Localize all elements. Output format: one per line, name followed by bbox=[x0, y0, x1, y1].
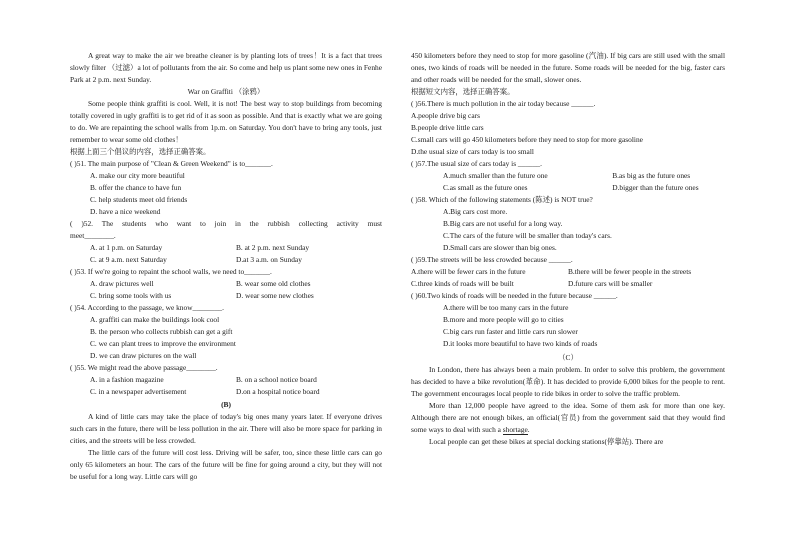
question-60: ( )60.Two kinds of roads will be needed in the future because ______. bbox=[411, 291, 618, 300]
section-b-heading: (B) bbox=[221, 400, 231, 409]
passage-b-paragraph-2: The little cars of the future will cost less. Driving will be safer, too, since these little cars can go only 65 kilometers an hour. The cars of the future will be fine for going around a city, but they will not be useful for a long way. Little cars will go bbox=[70, 448, 382, 481]
q54-option-c: C. we can plant trees to improve the environment bbox=[90, 339, 236, 348]
question-56: ( )56.There is much pollution in the air today because ______. bbox=[411, 99, 596, 108]
q57-options-row-2 bbox=[411, 182, 725, 194]
passage-a-subtitle: War on Graffiti （涂鸦） bbox=[187, 87, 265, 96]
underlined-word-shortage: shortage bbox=[502, 425, 528, 434]
q54-option-a: A. graffiti can make the buildings look cool bbox=[90, 315, 220, 324]
q56-option-c: C.small cars will go 450 kilometers before they need to stop for more gasoline bbox=[411, 135, 643, 144]
passage-a-paragraph-2: Some people think graffiti is cool. Well, it is not! The best way to stop buildings from becoming totally covered in ugly graffiti is to get rid of it as soon as possible. And that is exactly what we are going to do. We are repainting the school walls from 1p.m. on Saturday. You don't have to bring any tools, just remember to wear some old clothes！ bbox=[70, 99, 382, 144]
q53-options-row-2 bbox=[70, 290, 382, 302]
q57-option-a: A.much smaller than the future one bbox=[443, 171, 548, 180]
passage-b-paragraph-3: 450 kilometers before they need to stop for more gasoline (汽油). If big cars are still used with the small ones, two kinds of roads will be needed in the future. Some roads will be needed for the big, faster cars and other roads will be needed for the small, slower ones. bbox=[411, 51, 725, 84]
q59-option-b: B.there will be fewer people in the streets bbox=[568, 267, 692, 276]
passage-c-paragraph-2-end: . bbox=[527, 425, 530, 434]
passage-c-paragraph-1: In London, there has always been a main problem. In order to solve this problem, the government has decided to have a bike revolution(革命). It has decided to provide 6,000 bikes for the people to rent. The government encourages local people to ride bikes in order to solve the traffic problem. bbox=[411, 365, 725, 398]
q52-options-row-2 bbox=[70, 254, 382, 266]
q55-options-row-2 bbox=[70, 386, 382, 398]
question-52: ( )52. The students who want to join in the rubbish collecting activity must bbox=[70, 219, 382, 228]
q60-option-d: D.it looks more beautiful to have two kinds of roads bbox=[443, 339, 598, 348]
q59-option-c: C.three kinds of roads will be built bbox=[411, 279, 514, 288]
q59-option-a: A.there will be fewer cars in the future bbox=[411, 267, 526, 276]
q57-options-row-1 bbox=[411, 170, 725, 182]
question-57: ( )57.The usual size of cars today is ______. bbox=[411, 159, 542, 168]
q53-option-d: D. wear some new clothes bbox=[236, 291, 314, 300]
q57-option-d: D.bigger than the future ones bbox=[612, 183, 699, 192]
q57-option-c: C.as small as the future ones bbox=[443, 183, 528, 192]
q51-option-a: A. make our city more beautiful bbox=[90, 171, 185, 180]
q59-options-row-1 bbox=[411, 266, 725, 278]
q54-option-b: B. the person who collects rubbish can get a gift bbox=[90, 327, 233, 336]
passage-c-paragraph-2-text: More than 12,000 people have agreed to the idea. Some of them ask for more than one key. Although there are not enough bikes, an official(官员) from the government said that they would find some ways to deal with such a bbox=[411, 401, 725, 434]
q58-option-a: A.Big cars cost more. bbox=[443, 207, 508, 216]
q57-option-b: B.as big as the future ones bbox=[612, 171, 691, 180]
q51-option-c: C. help students meet old friends bbox=[90, 195, 188, 204]
q52-option-d: D.at 3 a.m. on Sunday bbox=[236, 255, 302, 264]
q60-option-c: C.big cars run faster and little cars run slower bbox=[443, 327, 578, 336]
q60-option-a: A.there will be too many cars in the future bbox=[443, 303, 569, 312]
q52-option-b: B. at 2 p.m. next Sunday bbox=[236, 243, 310, 252]
q51-option-b: B. offer the chance to have fun bbox=[90, 183, 182, 192]
q55-option-d: D.on a hospital notice board bbox=[236, 387, 320, 396]
q53-option-a: A. draw pictures well bbox=[90, 279, 154, 288]
question-52-continued: meet________. bbox=[70, 231, 116, 240]
passage-a-paragraph-1: A great way to make the air we breathe cleaner is by planting lots of trees！It is a fact that trees slowly filter （过滤）a lot of pollutants from the air. So come and help us plant some new ones in Fenhe Park at 2 p.m. next Sunday. bbox=[70, 51, 382, 84]
q54-option-d: D. we can draw pictures on the wall bbox=[90, 351, 197, 360]
q60-option-b: B.more and more people will go to cities bbox=[443, 315, 564, 324]
right-column bbox=[411, 50, 725, 448]
q59-option-d: D.future cars will be smaller bbox=[568, 279, 653, 288]
q52-option-c: C. at 9 a.m. next Saturday bbox=[90, 255, 167, 264]
q55-option-a: A. in a fashion magazine bbox=[90, 375, 164, 384]
question-53: ( )53. If we're going to repaint the school walls, we need to_______. bbox=[70, 267, 272, 276]
q58-option-c: C.The cars of the future will be smaller than today's cars. bbox=[443, 231, 612, 240]
q56-option-a: A.people drive big cars bbox=[411, 111, 480, 120]
q58-option-b: B.Big cars are not useful for a long way. bbox=[443, 219, 563, 228]
question-instruction: 根据上面三个倡议的内容，选择正确答案。 bbox=[70, 147, 211, 156]
question-59: ( )59.The streets will be less crowded because ______. bbox=[411, 255, 573, 264]
q58-option-d: D.Small cars are slower than big ones. bbox=[443, 243, 557, 252]
q55-option-c: C. in a newspaper advertisement bbox=[90, 387, 187, 396]
q53-options-row-1 bbox=[70, 278, 382, 290]
question-51: ( )51. The main purpose of "Clean & Green Weekend" is to_______. bbox=[70, 159, 273, 168]
question-55: ( )55. We might read the above passage________. bbox=[70, 363, 218, 372]
q56-option-d: D.the usual size of cars today is too small bbox=[411, 147, 534, 156]
q56-option-b: B.people drive little cars bbox=[411, 123, 484, 132]
q59-options-row-2 bbox=[411, 278, 725, 290]
q55-option-b: B. on a school notice board bbox=[236, 375, 317, 384]
question-58: ( )58. Which of the following statements (陈述) is NOT true? bbox=[411, 195, 593, 204]
section-c-heading: （C） bbox=[558, 353, 578, 362]
passage-c-paragraph-2 bbox=[411, 400, 725, 436]
passage-b-paragraph-1: A kind of little cars may take the place of today's big ones many years later. If everyone drives such cars in the future, there will be less pollution in the air. There will also be more space for parking in cities, and the streets will be less crowded. bbox=[70, 412, 382, 445]
passage-c-paragraph-3: Local people can get these bikes at special docking stations(停靠站). There are bbox=[429, 437, 664, 446]
q52-option-a: A. at 1 p.m. on Saturday bbox=[90, 243, 163, 252]
question-54: ( )54. According to the passage, we know________. bbox=[70, 303, 224, 312]
question-instruction-b: 根据短文内容，选择正确答案。 bbox=[411, 87, 515, 96]
q51-option-d: D. have a nice weekend bbox=[90, 207, 161, 216]
q52-options-row-1 bbox=[70, 242, 382, 254]
q53-option-b: B. wear some old clothes bbox=[236, 279, 311, 288]
q55-options-row-1 bbox=[70, 374, 382, 386]
left-column bbox=[70, 50, 382, 483]
q53-option-c: C. bring some tools with us bbox=[90, 291, 172, 300]
